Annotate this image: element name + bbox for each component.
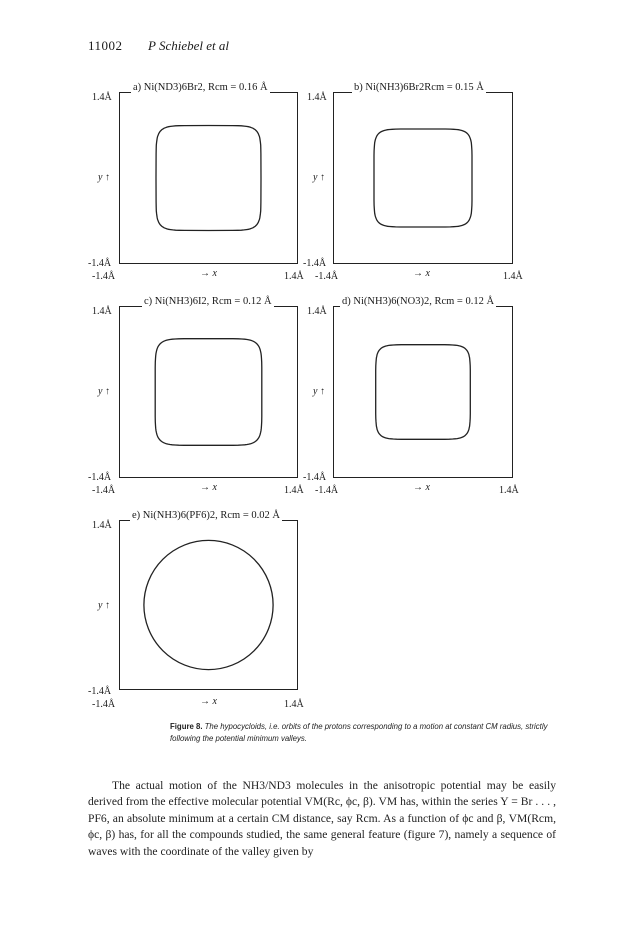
y-axis-label: y ↑ (313, 386, 325, 397)
proton-orbit-curve (88, 506, 318, 720)
panel-label: d) Ni(NH3)6(NO3)2, Rcm = 0.12 Å (342, 296, 495, 307)
proton-orbit-curve (303, 292, 533, 506)
y-max-label: 1.4Å (92, 520, 112, 531)
y-max-label: 1.4Å (307, 92, 327, 103)
running-header-authors: P Schiebel et al (148, 38, 229, 53)
x-min-label: -1.4Å (315, 485, 339, 496)
y-min-label: -1.4Å (303, 258, 327, 269)
x-min-label: -1.4Å (92, 271, 116, 282)
panel-label: a) Ni(ND3)6Br2, Rcm = 0.16 Å (133, 82, 268, 93)
y-axis-label: y ↑ (98, 172, 110, 183)
x-max-label: 1.4Å (284, 271, 304, 282)
x-min-label: -1.4Å (92, 699, 116, 710)
proton-orbit-curve (88, 292, 318, 506)
figure-number: Figure 8. (170, 722, 203, 731)
figure-panel-d (303, 292, 533, 506)
figure-panel-c (88, 292, 318, 506)
x-min-label: -1.4Å (92, 485, 116, 496)
figure-panel-e (88, 506, 318, 720)
orbit-path (155, 339, 262, 446)
y-max-label: 1.4Å (307, 306, 327, 317)
y-min-label: -1.4Å (88, 258, 112, 269)
x-min-label: -1.4Å (315, 271, 339, 282)
y-max-label: 1.4Å (92, 306, 112, 317)
figure-caption (170, 721, 555, 745)
x-axis-label: → x (413, 268, 430, 279)
y-axis-label: y ↑ (98, 600, 110, 611)
y-axis-label: y ↑ (313, 172, 325, 183)
x-axis-label: → x (413, 482, 430, 493)
y-min-label: -1.4Å (303, 472, 327, 483)
orbit-path (156, 126, 261, 231)
x-max-label: 1.4Å (284, 699, 304, 710)
page-number: 11002 (88, 38, 123, 53)
x-axis-label: → x (200, 696, 217, 707)
orbit-path (376, 345, 471, 440)
panel-label: c) Ni(NH3)6I2, Rcm = 0.12 Å (144, 296, 272, 307)
x-axis-label: → x (200, 482, 217, 493)
panel-label: b) Ni(NH3)6Br2Rcm = 0.15 Å (354, 82, 484, 93)
x-max-label: 1.4Å (284, 485, 304, 496)
y-axis-label: y ↑ (98, 386, 110, 397)
x-max-label: 1.4Å (499, 485, 519, 496)
figure-panel-b (303, 78, 533, 292)
y-min-label: -1.4Å (88, 472, 112, 483)
proton-orbit-curve (303, 78, 533, 292)
orbit-path (144, 540, 273, 669)
panel-label: e) Ni(NH3)6(PF6)2, Rcm = 0.02 Å (132, 510, 280, 521)
figure-caption-text: The hypocycloids, i.e. orbits of the protons corresponding to a motion at constant CM radius, strictly following the potential minimum valleys. (170, 722, 548, 743)
orbit-path (374, 129, 472, 227)
figure-panel-a (88, 78, 318, 292)
body-paragraph: The actual motion of the NH3/ND3 molecules in the anisotropic potential may be easily derived from the effective molecular potential VM(Rc, ϕc, β). VM has, within the series Y = Br . . . , PF6, an absolute minimum at a certain CM distance, say Rcm. As a function of ϕc and β, VM(Rcm, ϕc, β) has, for all the compounds studied, the same general feature (figure 7), namely a sequence of waves with the coordinate of the valley given by (88, 779, 556, 858)
y-min-label: -1.4Å (88, 686, 112, 697)
body-text (88, 778, 556, 860)
proton-orbit-curve (88, 78, 318, 292)
y-max-label: 1.4Å (92, 92, 112, 103)
x-max-label: 1.4Å (503, 271, 523, 282)
x-axis-label: → x (200, 268, 217, 279)
